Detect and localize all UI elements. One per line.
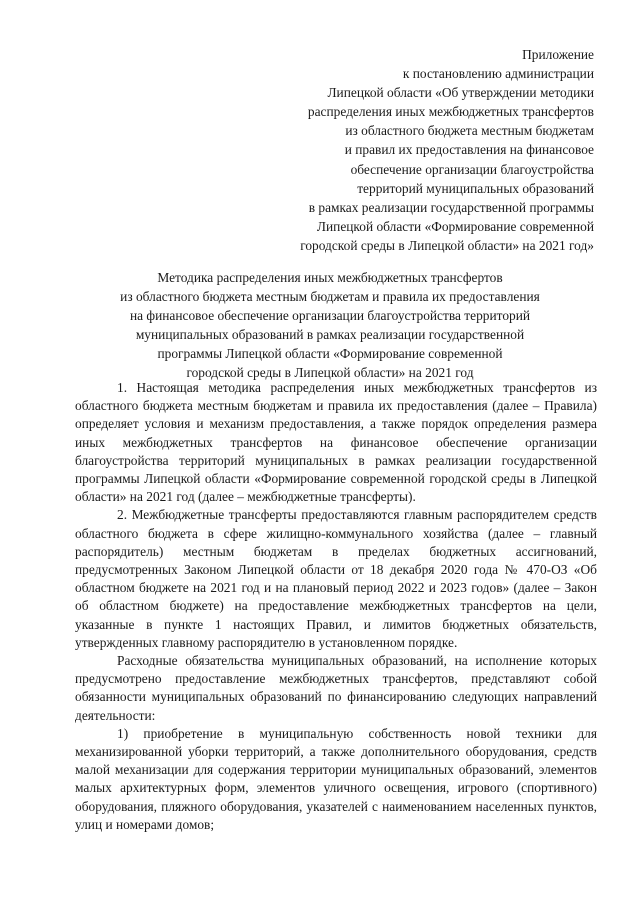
title-line: Методика распределения иных межбюджетных трансфертов — [157, 270, 503, 285]
appendix-header — [214, 45, 594, 255]
paragraph-item-1: 1) приобретение в муниципальную собственность новой техники для механизированной уборки территорий, а также дополнительного оборудования, средств малой механизации для содержания территории муниципальных образований, элементов малых архитектурных форм, элементов уличного освещения, игрового (спортивного) оборудования, пляжного оборудования, указателей с наименованием населенных пунктов, улиц и номерами домов; — [75, 725, 597, 832]
appendix-line: территорий муниципальных образований — [357, 180, 594, 196]
paragraph-2: 2. Межбюджетные трансферты предоставляются главным распорядителем средств областного бюджета в сфере жилищно-коммунального хозяйства (далее – главный распорядитель) местным бюджетам в пределах бюджетных ассигнований, предусмотренных Законом Липецкой области от 18 декабря 2020 года № 470-ОЗ «Об областном бюджете на 2021 год и на плановый период 2022 и 2023 годов» (далее – Закон об областном бюджете) на предоставление межбюджетных трансфертов на цели, указанные в пункте 1 настоящих Правил, и лимитов бюджетных обязательств, утвержденных главному распорядителю в установленном порядке. — [75, 507, 597, 650]
appendix-line: обеспечение организации благоустройства — [350, 161, 594, 177]
title-line: городской среды в Липецкой области» на 2021 год — [186, 365, 474, 380]
paragraph-obligations: Расходные обязательства муниципальных образований, на исполнение которых предусмотрено предоставление межбюджетных трансфертов, представляют собой обязанности муниципальных образований по финансированию следующих направлений деятельности: — [75, 653, 597, 723]
appendix-line: городской среды в Липецкой области» на 2021 год» — [300, 237, 594, 253]
appendix-line: к постановлению администрации — [402, 66, 594, 82]
appendix-line: в рамках реализации государственной программы — [308, 199, 594, 215]
title-line: на финансовое обеспечение организации благоустройства территорий — [129, 308, 531, 323]
appendix-line: и правил их предоставления на финансовое — [344, 142, 594, 158]
title-line: муниципальных образований в рамках реализации государственной — [135, 327, 525, 342]
title-line: из областного бюджета местным бюджетам и правила их предоставления — [120, 289, 540, 304]
appendix-line: распределения иных межбюджетных трансфертов — [307, 104, 594, 120]
document-body — [75, 379, 597, 834]
document-title — [60, 268, 600, 382]
appendix-line: Липецкой области «Об утверждении методики — [327, 85, 594, 101]
title-line: программы Липецкой области «Формирование современной — [157, 346, 503, 361]
appendix-line: Липецкой области «Формирование современной — [316, 218, 594, 234]
appendix-line: Приложение — [522, 47, 594, 62]
paragraph-1: 1. Настоящая методика распределения иных межбюджетных трансфертов из областного бюджета местным бюджетам и правила их предоставления (далее – Правила) определяет условия и механизм предоставления, а также порядок определения размера иных межбюджетных трансфертов на финансовое обеспечение организации благоустройства территорий муниципальных в рамках реализации государственной программы Липецкой области «Формирование современной городской среды в Липецкой области» на 2021 год (далее – межбюджетные трансферты). — [75, 380, 597, 505]
appendix-line: из областного бюджета местным бюджетам — [345, 123, 594, 139]
